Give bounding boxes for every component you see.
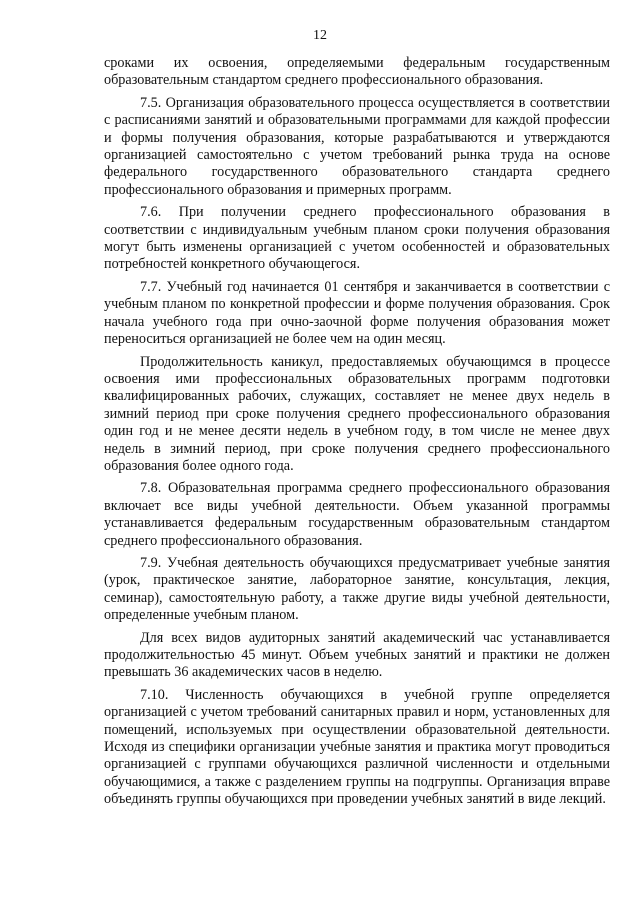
paragraph-7-9: 7.9. Учебная деятельность обучающихся предусматривает учебные занятия (урок, практическое занятие, лабораторное занятие, консультация, лекция, семинар), самостоятельную работу, а также другие виды учебной деятельности, определенные учебным планом. (104, 554, 610, 624)
paragraph-7-8: 7.8. Образовательная программа среднего профессионального образования включает все виды учебной деятельности. Объем указанной программы устанавливается федеральным государственным образовательным стандартом среднего профессионального образования. (104, 480, 610, 549)
paragraph-vacation-duration: Продолжительность каникул, предоставляемых обучающимся в процессе освоения ими профессиональных образовательных программ подготовки квалифицированных рабочих, служащих, составляет не менее двух недель в зимний период при сроке получения среднего профессионального образования один год и не менее десяти недель в учебном году, в том числе не менее двух недель в зимний период, при сроке получения среднего профессионального образования более одного года. (104, 353, 610, 474)
paragraph-academic-hour: Для всех видов аудиторных занятий академический час устанавливается продолжительностью 45 минут. Объем учебных занятий и практики не должен превышать 36 академических часов в неделю. (104, 629, 610, 681)
paragraph-7-10: 7.10. Численность обучающихся в учебной группе определяется организацией с учетом требований санитарных правил и норм, установленных для помещений, используемых при осуществлении образовательной деятельности. Исходя из специфики организации учебные занятия и практика могут проводиться организацией с группами обучающихся различной численности и отдельными обучающимися, а также с разделением группы на подгруппы. Организация вправе объединять группы обучающихся при проведении учебных занятий в виде лекций. (104, 686, 610, 808)
paragraph-7-7: 7.7. Учебный год начинается 01 сентября и заканчивается в соответствии с учебным планом по конкретной профессии и форме получения образования. Срок начала учебного года при очно-заочной форме получения образования может переноситься организацией не более чем на один месяц. (104, 278, 610, 348)
document-body (104, 55, 610, 814)
page-number: 12 (313, 28, 327, 43)
paragraph-7-6: 7.6. При получении среднего профессионального образования в соответствии с индивидуальным учебным планом сроки получения образования могут быть изменены организацией с учетом особенностей и образовательных потребностей конкретного обучающегося. (104, 204, 610, 273)
paragraph-7-5: 7.5. Организация образовательного процесса осуществляется в соответствии с расписаниями занятий и образовательными программами для каждой профессии и формы получения образования, которые разрабатываются и утверждаются организацией самостоятельно с учетом требований рынка труда на основе федерального государственного образовательного стандарта среднего профессионального образования и примерных программ. (104, 94, 610, 198)
paragraph-continuation: сроками их освоения, определяемыми федеральным государственным образовательным стандартом среднего профессионального образования. (104, 55, 610, 89)
